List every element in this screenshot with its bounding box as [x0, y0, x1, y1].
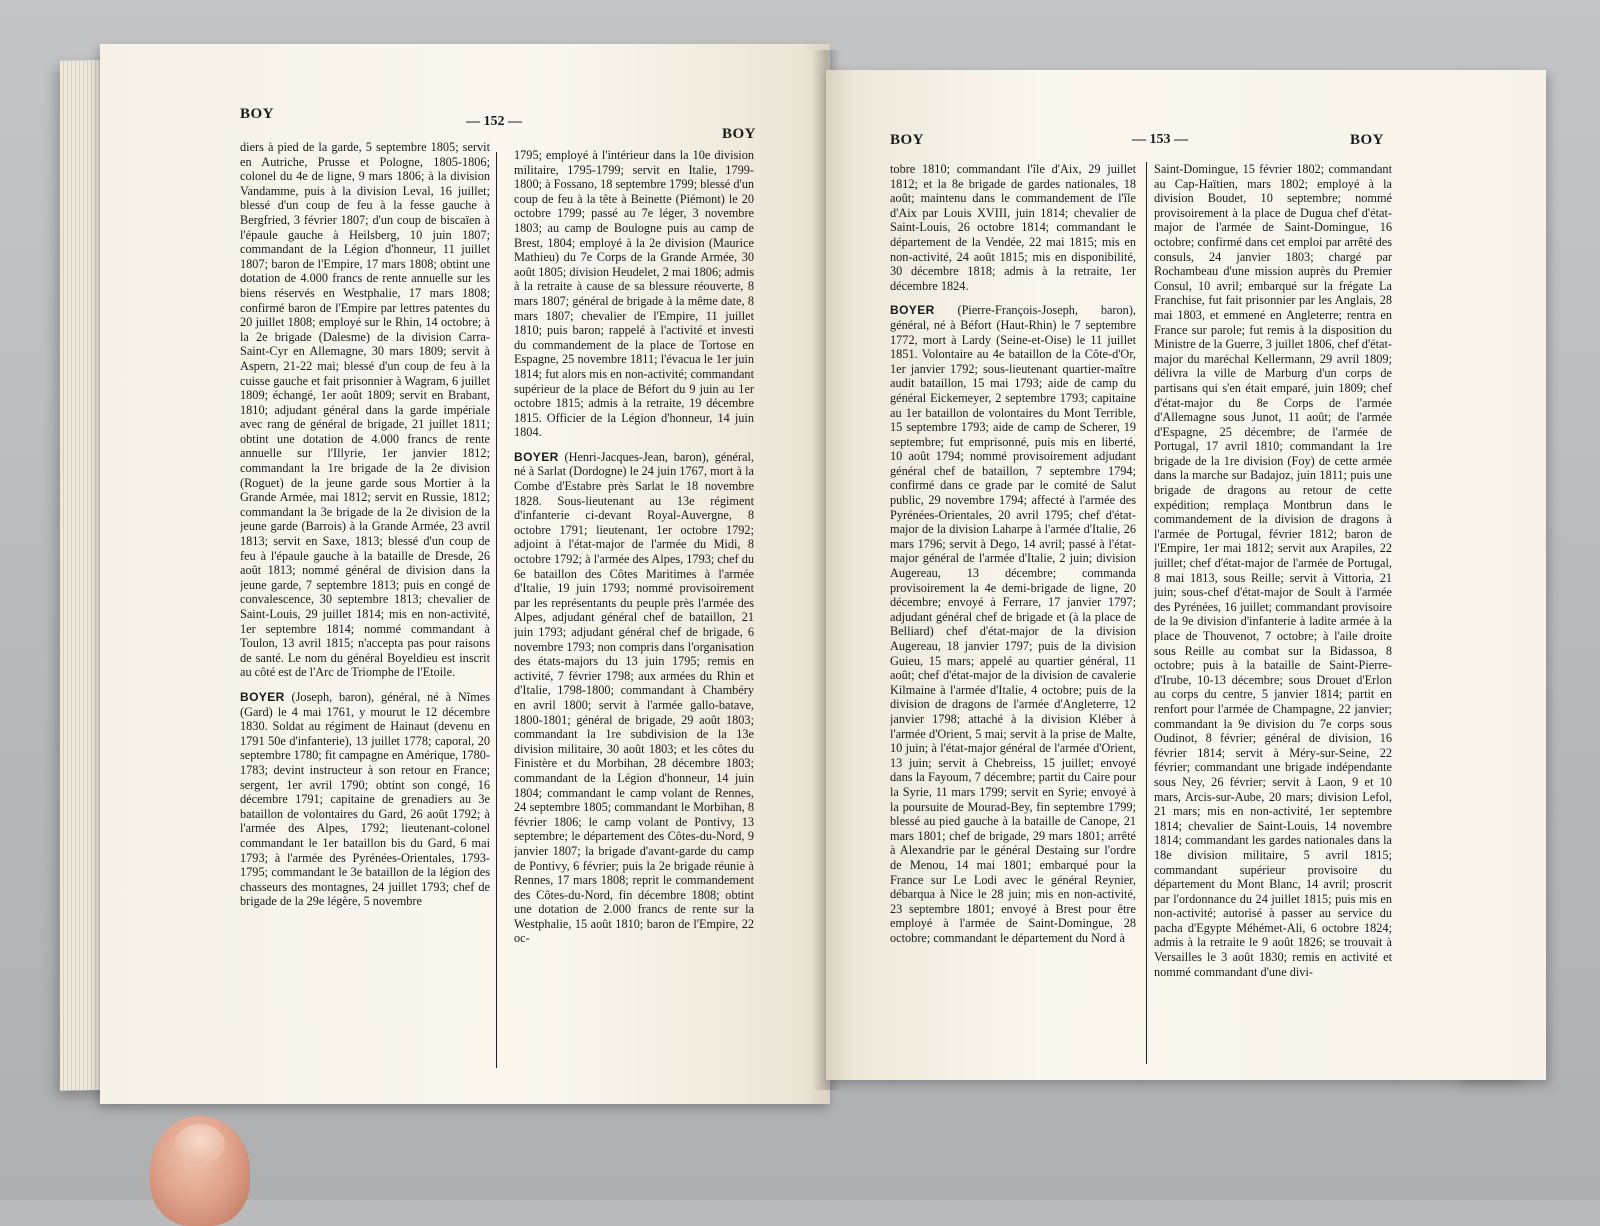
entry-boyer-henri — [514, 450, 754, 946]
column-divider — [496, 152, 497, 1068]
left-running-head-right: BOY — [722, 126, 757, 142]
entry-text: diers à pied de la garde, 5 septembre 1805; servit en Autriche, Prusse et Pologne, 1805-1806; colonel du 4e de ligne, 9 mars 1806; à la division Vandamme, puis à la division Leval, 16 juillet; blessé d'un coup de feu à la fesse gauche à Bergfried, 3 février 1807; d'un coup de biscaïen à l'épaule gauche à Heilsberg, 10 juin 1807; commandant de la Légion d'honneur, 11 juillet 1807; baron de l'Empire, 17 mars 1808; obtint une dotation de 4.000 francs de rente annuelle sur les biens réservés en Westphalie, 17 mars 1808; confirmé baron de l'Empire par lettres patentes du 20 juillet 1808; employé sur le Rhin, 14 octobre; à la 2e brigade (Dalesme) de la division Carra-Saint-Cyr en Allemagne, 30 mars 1809; servit à Aspern, 21-22 mai; blessé d'un coup de feu à la cuisse gauche et fait prisonnier à Wagram, 6 juillet 1809; échangé, 1er août 1809; servit en Brabant, 1810; adjudant général dans la garde impériale avec rang de général de brigade, 21 juillet 1811; obtint une dotation de 4.000 francs de rente annuelle sur l'Illyrie, 1er janvier 1812; commandant la 1re brigade de la 2e division (Roguet) de la jeune garde sous Mortier à la Grande Armée, mai 1812; servit en Russie, 1812; commandant la 3e brigade de la 2e division de la jeune garde (Barrois) à la Grande Armée, 23 avril 1813; servit en Saxe, 1813; blessé d'un coup de feu à l'épaule gauche à la bataille de Dresde, 26 août 1813; nommé général de division dans la jeune garde, 7 septembre 1813; puis en congé de convalescence, 30 septembre 1813; chevalier de Saint-Louis, 29 juillet 1814; mis en non-activité, 1er septembre 1814; nommé commandant à Toulon, 13 avril 1815; n'accepta pas pour raisons de santé. Le nom du général Boyeldieu est inscrit au côté est de l'Arc de Triomphe de l'Etoile. — [240, 140, 490, 680]
left-column-2 — [514, 148, 754, 1066]
right-column-1 — [890, 162, 1136, 1064]
entry-text: Saint-Domingue, 15 février 1802; commandant au Cap-Haïtien, mars 1802; employé à la division Boudet, 10 septembre; nommé provisoirement à la place de Dugua chef d'état-major de l'armée de Saint-Domingue, 16 octobre; confirmé dans cet emploi par arrêté des consuls, 24 janvier 1803; chargé par Rochambeau d'une mission auprès du Premier Consul, 10 avril; embarqué sur la frégate La Franchise, fut fait prisonnier par les Anglais, 28 mai 1803, et emmené en Angleterre; rentra en France sur parole; fut remis à la disposition du Ministre de la Guerre, 3 juillet 1806, chef d'état-major du maréchal Kellermann, 29 avril 1809; délivra la ville de Marburg d'un corps de partisans qui s'en était emparé, juin 1809; chef d'état-major du 8e Corps de l'armée d'Allemagne sous Junot, 11 août; de l'armée d'Espagne, 25 décembre; de l'armée de Portugal, 17 avril 1810; commandant la 1re brigade de la 1re division (Foy) de cette armée dans la marche sur Badajoz, juin 1811; puis une brigade de dragons au retour de cette expédition; remplaça Montbrun dans le commandement de la division de dragons à l'armée de Portugal, février 1812; baron de l'Empire, 1er mai 1812; servit aux Arapiles, 22 juillet; chef d'état-major de l'armée de Portugal, 8 mai 1813, sous Reille; servit à Vittoria, 21 juin; sous-chef d'état-major de Soult à l'armée des Pyrénées, 16 juillet; commandant provisoire de la 9e division d'infanterie à ladite armée à la place de Thouvenot, 7 octobre; à l'aile droite sous Reille au combat sur la Bidassoa, 8 octobre; puis à la bataille de Saint-Pierre-d'Irube, 10-13 décembre; sous Drouet d'Erlon au corps du centre, 5 janvier 1814; partit en renfort pour l'armée de Champagne, 22 janvier; commandant la 9e division du 7e corps sous Oudinot, 8 février; général de division, 16 février 1814; servit à Méry-sur-Seine, 22 février; commandant une brigade indépendante sous Ney, 26 février; servit à Laon, 9 et 10 mars, Arcis-sur-Aube, 20 mars; division Lefol, 21 mars; mis en non-activité, 1er septembre 1814; chevalier de Saint-Louis, 14 novembre 1814; commandant les gardes nationales dans la 18e division militaire, 5 avril 1815; commandant supérieur provisoire du département du Mont Blanc, 14 avril; proscrit par l'ordonnance du 24 juillet 1815; puis mis en non-activité; autorisé à passer au service du pacha d'Egypte Méhémet-Ali, 6 octobre 1824; admis à la retraite le 9 août 1826; se trouvait à Versailles le 3 août 1830; remis en activité et nommé commandant d'une divi- — [1154, 162, 1392, 979]
right-page-number: — 153 — — [1132, 132, 1188, 147]
column-divider — [1146, 162, 1147, 1064]
entry-text: (Joseph, baron), général, né à Nîmes (Gard) le 4 mai 1761, y mourut le 12 décembre 1830. Soldat au régiment de Hainaut (devenu en 1791 50e d'infanterie), 13 juillet 1778; caporal, 20 septembre 1780; fit campagne en Amérique, 1780-1783; devint instructeur à son retour en France; sergent, 1er avril 1790; obtint son congé, 16 décembre 1791; capitaine de grenadiers au 3e bataillon de volontaires du Gard, 26 août 1792; à l'armée des Alpes, 1792; lieutenant-colonel commandant le 1er bataillon bis du Gard, 6 mai 1793; à l'armée des Pyrénées-Orientales, 1793-1795; commandant le 3e bataillon de la légion des chasseurs des montagnes, 24 juillet 1793; chef de brigade de la 29e légère, 5 novembre — [240, 689, 490, 909]
left-running-head-left: BOY — [240, 106, 275, 122]
right-running-head-left: BOY — [890, 132, 925, 148]
entry-heading: BOYER — [514, 449, 559, 464]
right-running-head-right: BOY — [1350, 132, 1385, 148]
right-page — [826, 70, 1546, 1080]
entry-heading: BOYER — [240, 689, 285, 704]
left-page-number: — 152 — — [466, 114, 522, 129]
entry-text: 1795; employé à l'intérieur dans la 10e division militaire, 1795-1799; servit en Italie, 1799-1800; à Fossano, 18 septembre 1799; blessé d'un coup de feu à la tête à Beinette (Piémont) le 20 octobre 1799; passé au 7e léger, 3 novembre 1803; au camp de Boulogne puis au camp de Brest, 1804; employé à la 2e division (Maurice Mathieu) du 7e Corps de la Grande Armée, 30 août 1805; division Heudelet, 2 mai 1806; admis à la retraite à cause de sa blessure réouverte, 8 mars 1807; général de brigade à la même date, 8 mars 1807; chevalier de l'Empire, 11 juillet 1810; puis baron; rappelé à l'activité et investi du commandement de la place de Tortose en Espagne, 25 novembre 1811; l'évacua le 1er juin 1814; fut alors mis en non-activité; commandant supérieur de la place de Béfort du 9 juin au 1er octobre 1815; admis à la retraite, 19 décembre 1815. Officier de la Légion d'honneur, 14 juin 1804. — [514, 148, 754, 440]
entry-boyer-joseph — [240, 690, 490, 909]
entry-heading: BOYER — [890, 303, 935, 318]
thumbnail-nail — [175, 1124, 225, 1164]
right-column-2 — [1154, 162, 1392, 1064]
left-column-1 — [240, 140, 490, 1058]
left-page — [100, 44, 830, 1104]
entry-boyer-pierre — [890, 303, 1136, 945]
entry-text: (Pierre-François-Joseph, baron), général, né à Béfort (Haut-Rhin) le 7 septembre 1772, mort à Lardy (Seine-et-Oise) le 11 juillet 1851. Volontaire au 4e bataillon de la Côte-d'Or, 1er janvier 1792; sous-lieutenant quartier-maître audit bataillon, 15 mai 1793; aide de camp du général Eickemeyer, 2 septembre 1793; capitaine au 1er bataillon de volontaires du Mont Terrible, 15 septembre 1793; aide de camp de Scherer, 19 septembre; fut emprisonné, puis mis en liberté, 10 août 1794; nommé provisoirement adjudant général chef de bataillon, 7 septembre 1794; confirmé dans ce grade par le comité de Salut public, 29 novembre 1794; affecté à l'armée des Pyrénées-Orientales, 20 avril 1795; chef d'état-major de la division Laharpe à l'armée d'Italie, 26 mars 1796; servit à Dego, 14 avril; passé à l'état-major général de l'armée d'Italie, 2 juin; division Augereau, 13 décembre; commanda provisoirement la 4e demi-brigade de ligne, 20 décembre; envoyé à Ferrare, 17 janvier 1797; adjudant général chef de brigade et (à la place de Belliard) chef d'état-major de la division Augereau, 18 janvier 1797; puis de la division Guieu, 15 mars; appelé au quartier général, 11 août; chef d'état-major de la division de cavalerie Kilmaine à l'armée d'Italie, 4 octobre; puis de la division de dragons de l'armée d'Angleterre, 12 janvier 1798; attaché à la division Kléber à l'armée d'Orient, 5 mai; servit à la prise de Malte, 10 juin; à l'état-major général de l'armée d'Orient, 13 juin; servit à Chebreiss, 15 juillet; envoyé dans la Fayoum, 7 décembre; partit du Caire pour la Syrie, 11 mars 1799; servit en Syrie; envoyé à la poursuite de Mourad-Bey, fin septembre 1799; blessé au pied gauche à la bataille de Canope, 21 mars 1801; chef de brigade, 29 mars 1801; arrêté à Alexandrie par le général Destaing sur l'ordre de Menou, 14 mai 1801; embarqué pour la France sur Le Lodi avec le général Reynier, débarqua à Nice le 28 juin; mis en non-activité, 23 septembre 1801; envoyé à Brest pour être employé à l'armée de Saint-Domingue, 28 octobre; commandant le département du Nord à — [890, 303, 1136, 945]
entry-text: tobre 1810; commandant l'île d'Aix, 29 juillet 1812; et la 8e brigade de gardes nationales, 18 août; maintenu dans le commandement de l'île d'Aix par Louis XVIII, juin 1814; chevalier de Saint-Louis, 26 octobre 1814; commandant le département de la Vendée, 22 mai 1815; mis en non-activité, 24 août 1815; mis en disponibilité, 30 décembre 1818; admis à la retraite, 1er décembre 1824. — [890, 162, 1136, 293]
entry-text: (Henri-Jacques-Jean, baron), général, né à Sarlat (Dordogne) le 24 juin 1767, mort à la Combe d'Estabre près Sarlat le 18 novembre 1828. Sous-lieutenant au 13e régiment d'infanterie ci-devant Royal-Auvergne, 8 octobre 1791; lieutenant, 1er octobre 1792; adjoint à l'état-major de l'armée du Midi, 8 octobre 1792; à l'armée des Alpes, 1793; chef du 6e bataillon des Côtes Maritimes à l'armée d'Italie, 19 juin 1793; nommé provisoirement par les représentants du peuple près l'armée des Alpes, adjudant général chef de bataillon, 21 juin 1793; adjudant général chef de brigade, 6 novembre 1793; non compris dans l'organisation des états-majors du 13 juin 1795; remis en activité, 7 février 1798; aux armées du Rhin et d'Italie, 1798-1800; commandant à Chambéry en avril 1800; servit à l'armée gallo-batave, 1800-1801; général de brigade, 29 août 1803; commandant la 1re subdivision de la 13e division militaire, 30 août 1803; et les côtes du Finistère et du Morbihan, 28 décembre 1803; commandant de la Légion d'honneur, 14 juin 1804; commandant le camp volant de Rennes, 24 septembre 1805; commandant le Morbihan, 8 février 1806; le camp volant de Pontivy, 13 septembre; le département des Côtes-du-Nord, 9 janvier 1807; la brigade d'avant-garde du camp de Pontivy, 6 février; puis la 2e brigade réunie à Rennes, 17 mars 1808; reprit le commandement des Côtes-du-Nord, fin décembre 1808; obtint une dotation de 2.000 francs de rente sur la Westphalie, 15 août 1810; baron de l'Empire, 22 oc- — [514, 449, 754, 946]
